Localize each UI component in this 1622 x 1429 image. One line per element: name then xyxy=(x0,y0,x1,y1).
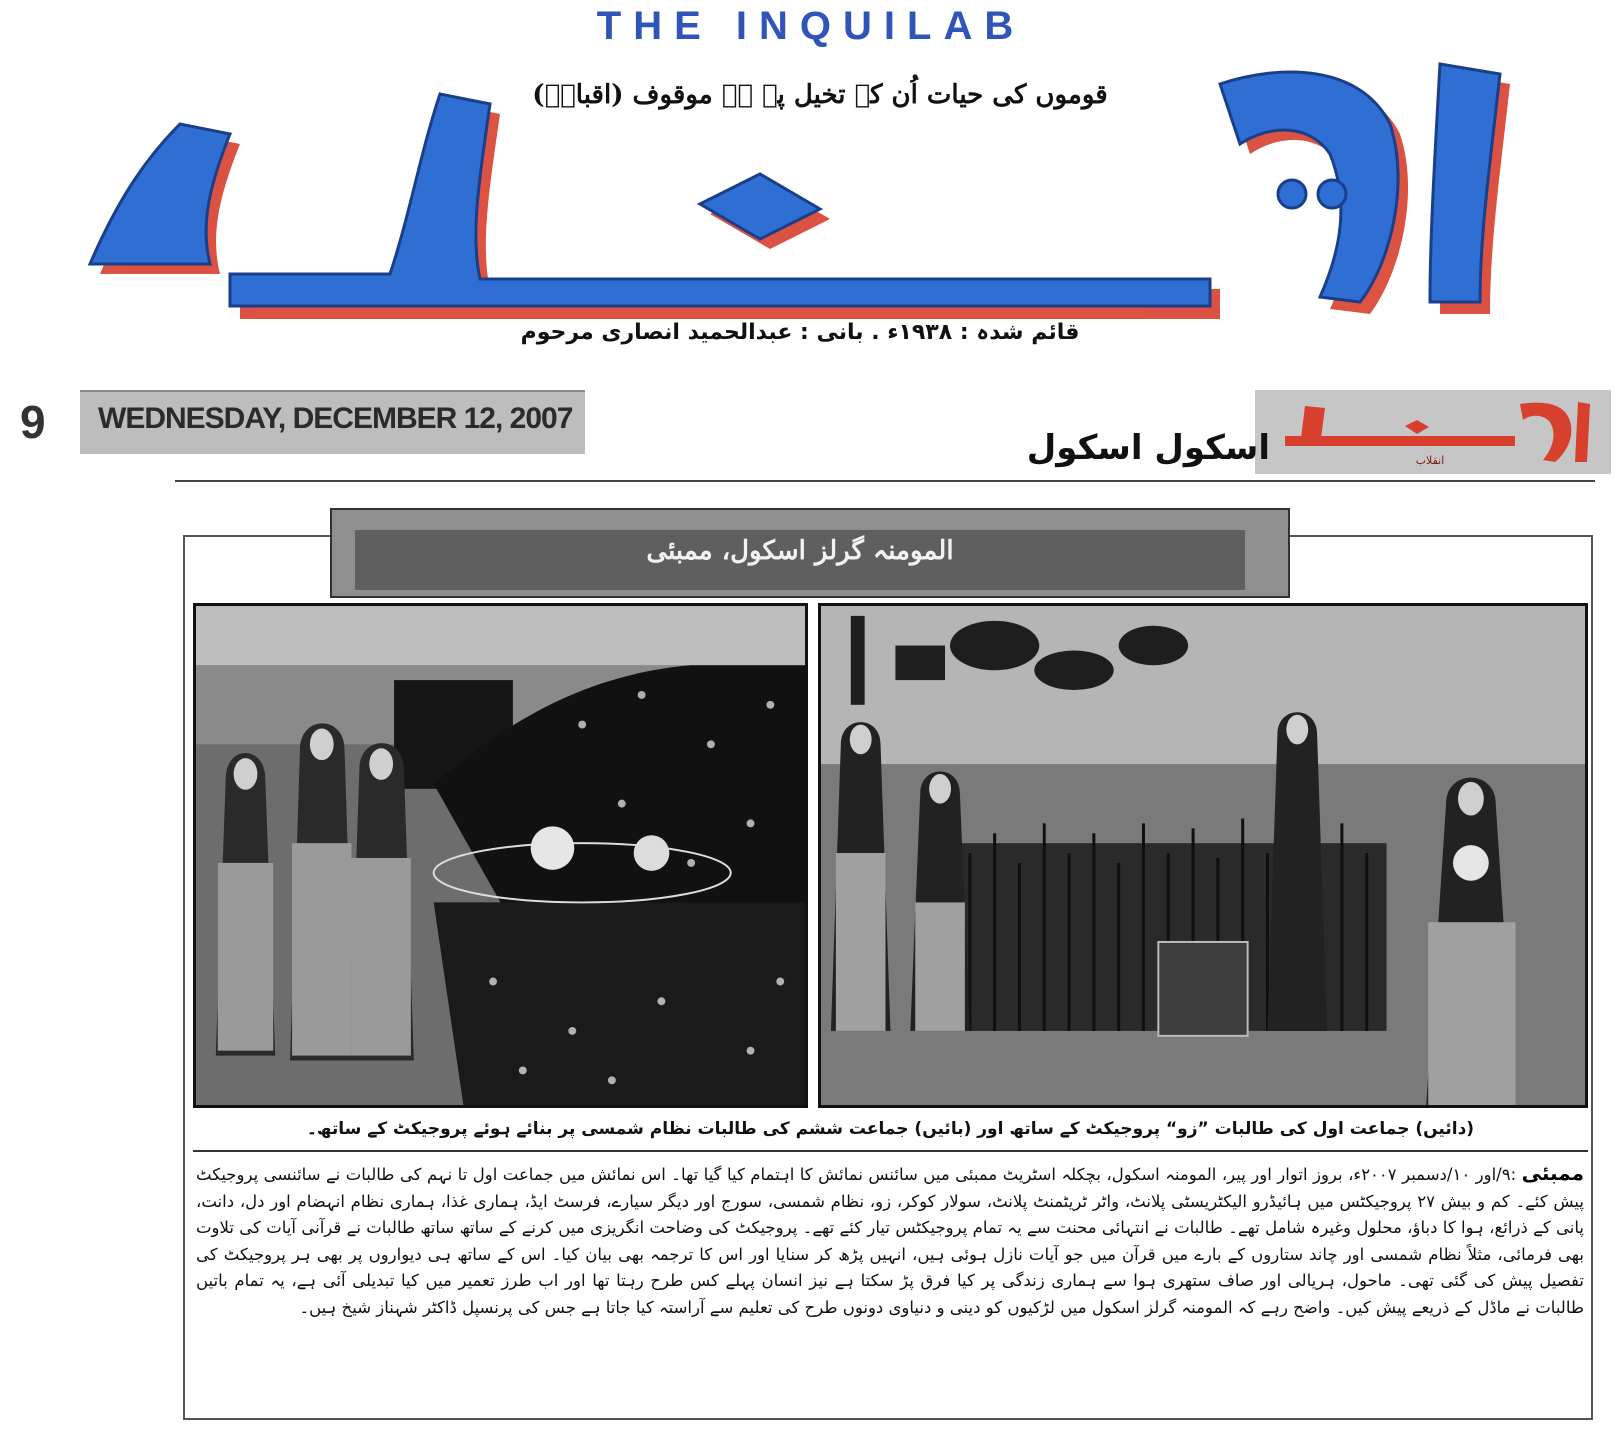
photo-caption: (دائیں) جماعت اول کی طالبات ”زو“ پروجیکٹ کے ساتھ اور (بائیں) جماعت ششم کی طالبات نظام شمسی پر بنائے ہوئے پروجیکٹ کے ساتھ۔ xyxy=(306,1119,1475,1139)
photo-zoo-project xyxy=(818,603,1588,1108)
section-logo xyxy=(1265,396,1595,468)
masthead-motto: قوموں کی حیات اُن کے تخیل پہ ہے موقوف (اقبالؔ) xyxy=(532,80,1108,110)
english-title: THE INQUILAB xyxy=(596,4,1026,48)
section-logo-text: انقلاب xyxy=(1415,454,1445,467)
article-banner-title: المومنہ گرلز اسکول، ممبئی xyxy=(646,536,954,566)
page-number: 9 xyxy=(20,396,46,448)
photo-solar-system-project xyxy=(193,603,808,1108)
publication-date: WEDNESDAY, DECEMBER 12, 2007 xyxy=(98,402,573,435)
top-rule xyxy=(175,480,1595,482)
founder-line: قائم شدہ : ۱۹۳۸ء . بانی : عبدالحمید انصاری مرحوم xyxy=(520,320,1080,345)
article-dateline: ممبئی xyxy=(1521,1161,1585,1185)
article-text: :۹/اور ۱۰/دسمبر ۲۰۰۷ء، بروز اتوار اور پیر، المومنہ اسکول، بچکلہ اسٹریٹ ممبئی میں سائنس نمائش کا اہتمام کیا گیا تھا۔ اس نمائش میں جماعت اول تا نہم کی طالبات نے سائنسی پروجیکٹ پیش کئے۔ کم و بیش ۲۷ پروجیکٹس میں ہائیڈرو الیکٹریسٹی پلانٹ، واٹر ٹریٹمنٹ پلانٹ، سولار کوکر، زو، نظام شمسی، سورج اور دیگر سیارے، فرسٹ ایڈ، ہماری غذا، ہماری نظام انہضام اور دل، دانت، پانی کے ذرائع، ہوا کا دباؤ، محلول وغیرہ شامل تھے۔ طالبات نے انتہائی محنت سے یہ تمام پروجیکٹس تیار کئے تھے۔ پروجیکٹ کی وضاحت انگریزی میں کرنے کے ساتھ ساتھ طالبات نے قرآنی آیات کی تلاوت بھی فرمائی، مثلاً نظام شمسی اور چاند ستاروں کے بارے میں قرآن میں جو آیات نازل ہوئی ہیں، انہیں پڑھ کر سنایا اور اس کا ترجمہ بھی بیان کیا۔ اس کے ساتھ ہی دیواروں پر بھی ہر پروجیکٹ کی تفصیل پیش کی گئی تھی۔ ماحول، ہریالی اور صاف ستھری ہوا سے ہماری زندگی پر کیا فرق پڑ سکتا ہے نیز انسان پہلے کس طرح رہتا تھا اور اب طرز تعمیر میں کیا تبدیلی آئی ہے، یہ تمام باتیں طالبات نے ماڈل کے ذریعے پیش کیں۔ واضح رہے کہ المومنہ گرلز اسکول میں لڑکیوں کو دینی و دنیاوی دونوں طرح کی تعلیم سے آراستہ کیا جاتا ہے جس کی پرنسپل ڈاکٹر شہناز شیخ ہیں۔ xyxy=(196,1165,1584,1317)
section-title: اسکول اسکول xyxy=(1026,428,1270,468)
article-body xyxy=(196,1160,1584,1321)
caption-rule xyxy=(193,1150,1588,1152)
